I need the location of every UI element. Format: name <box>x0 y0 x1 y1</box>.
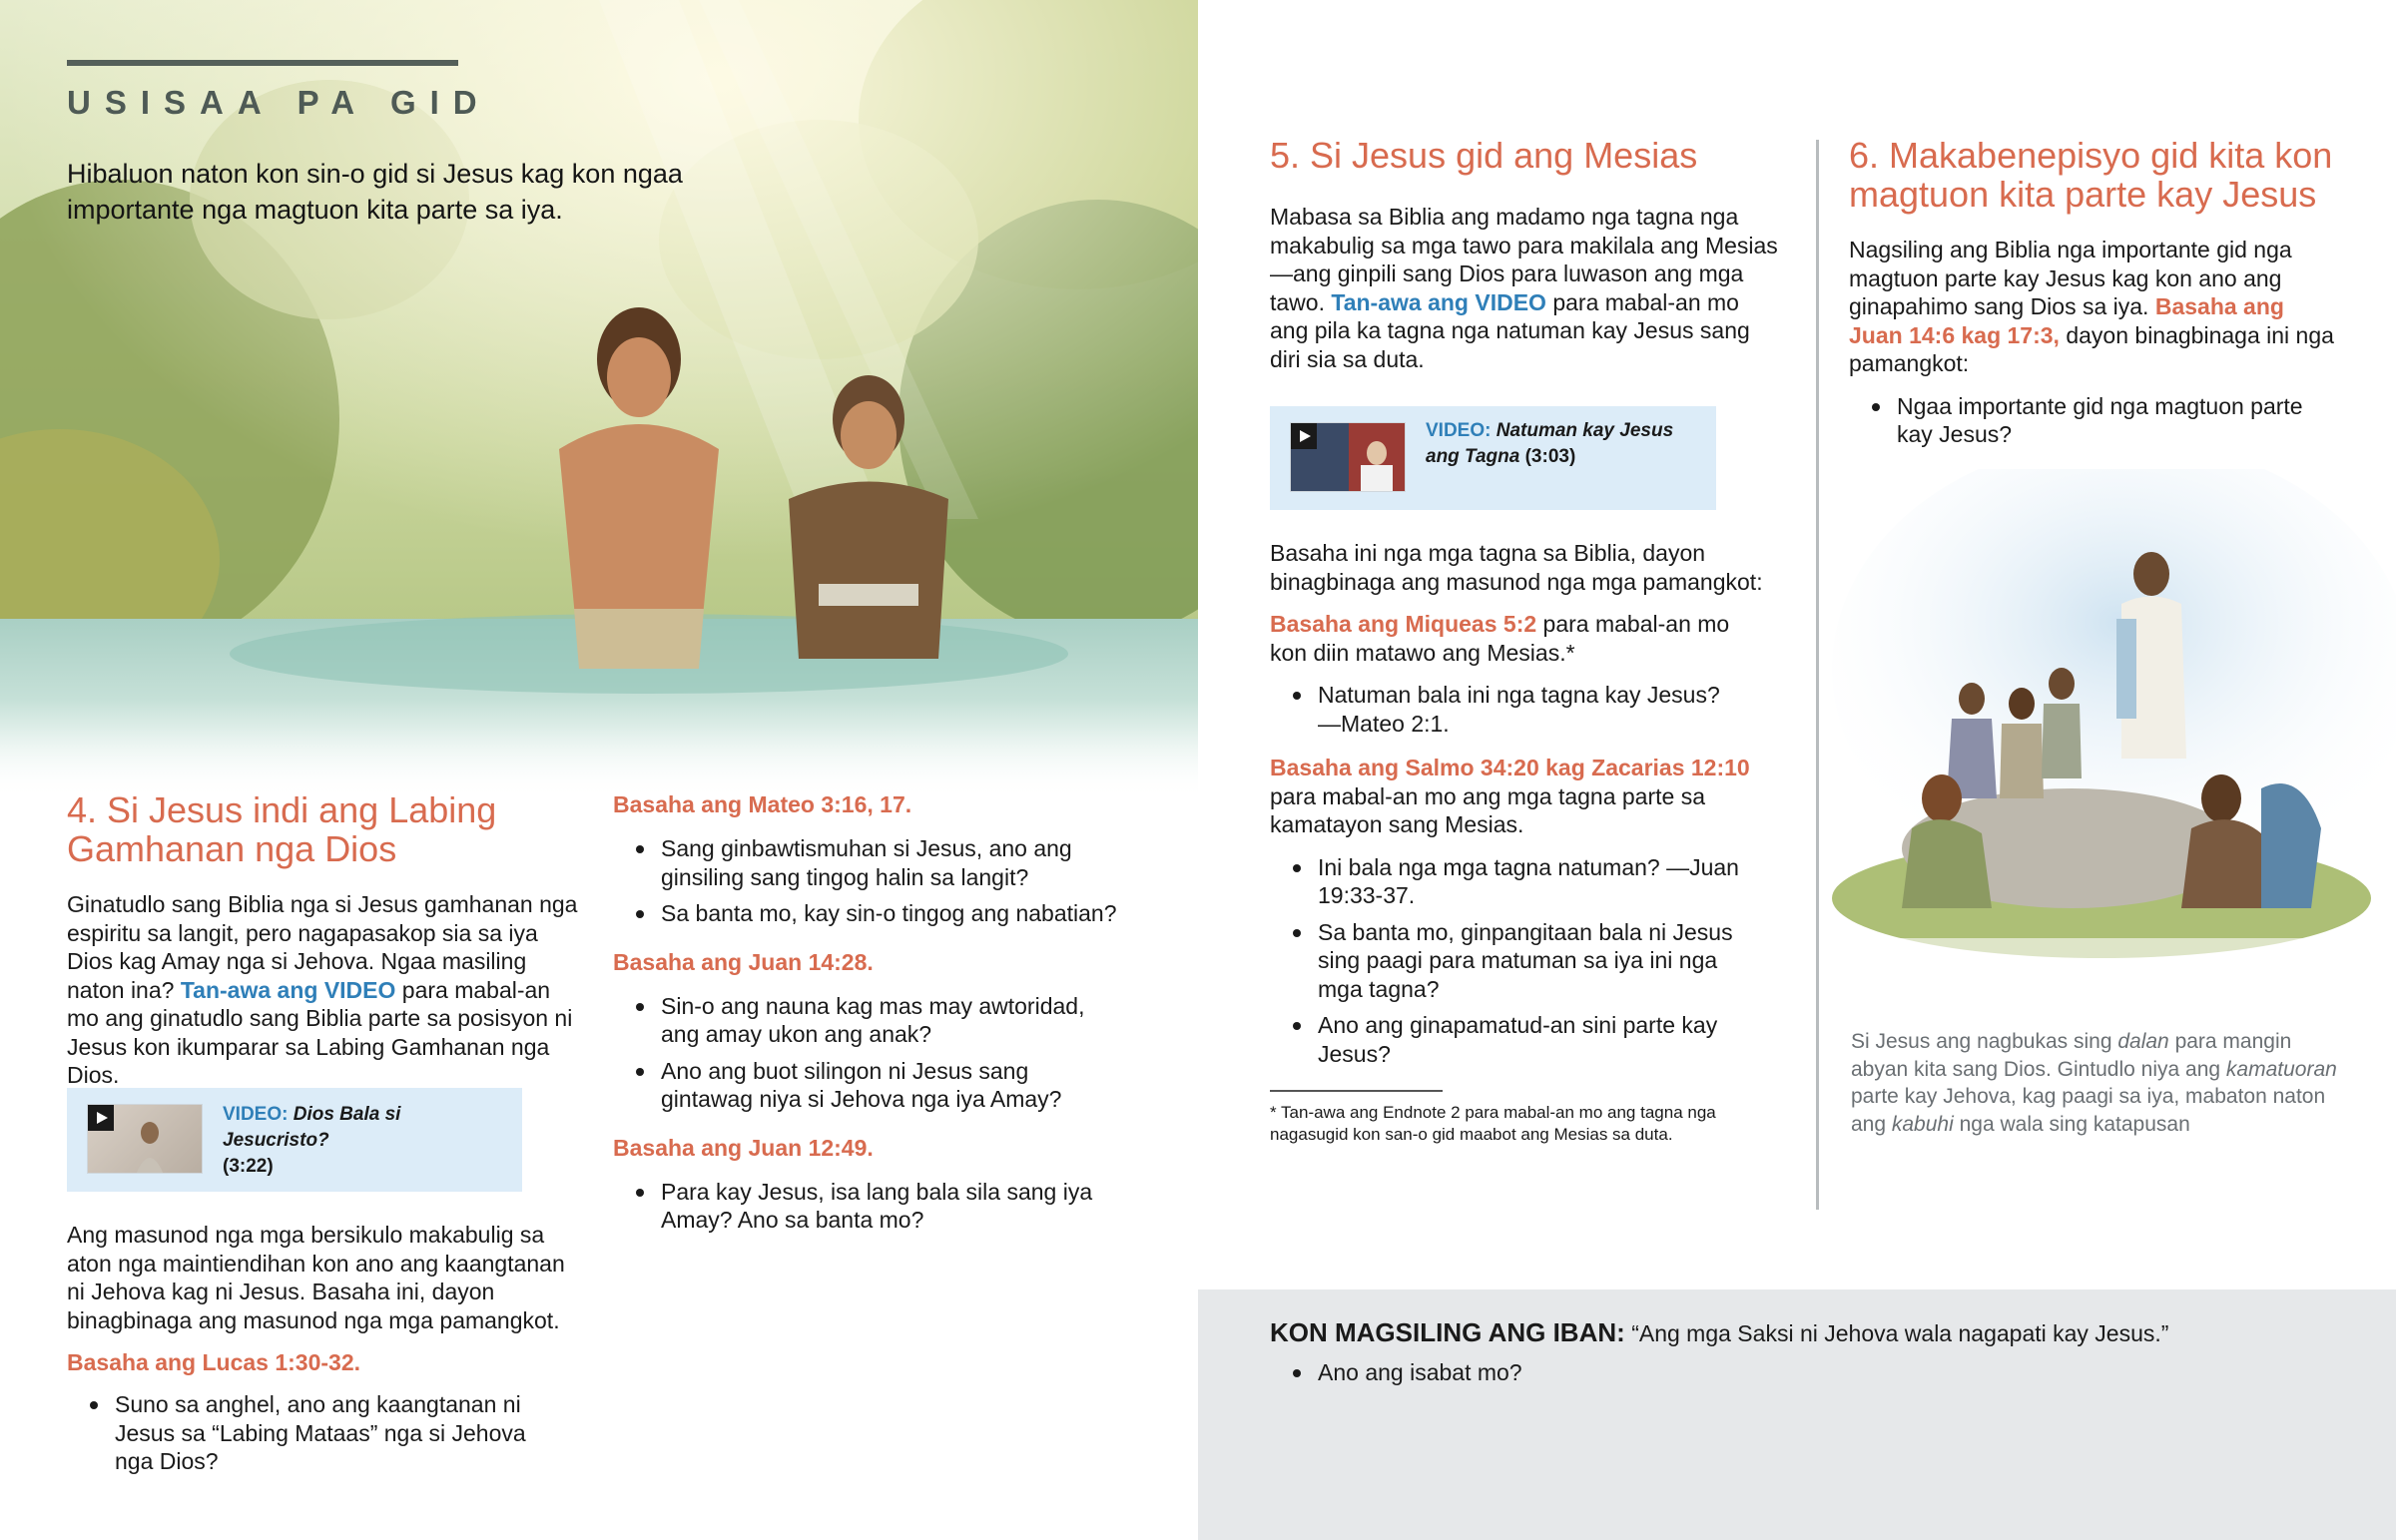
question-item: Ano ang isabat mo? <box>1270 1358 2168 1387</box>
kicker-rule <box>67 60 458 66</box>
section-6-body-text-2: dayon binagbinaga ini nga pamangkot: <box>1849 321 2334 376</box>
section-5-body-text-2: para mabal-an mo ang pila ka tagna nga natuman kay Jesus sang diri sia sa duta. <box>1270 288 1750 372</box>
questions-lucas <box>67 1390 566 1476</box>
video-title: Dios Bala si Jesucristo? <box>223 1104 401 1151</box>
section-kicker: USISAA PA GID <box>67 84 491 121</box>
caption-dalan: dalan <box>2117 1030 2169 1053</box>
section-6 <box>1849 136 2368 457</box>
caption-text-2: para mangin abyan kita sang Dios. Gintudlo niya ang <box>1851 1030 2292 1081</box>
question-item: Ini bala nga mga tagna natuman? —Juan 19:33-37. <box>1270 853 1739 910</box>
caption-text-3: parte kay Jehova, kag paagi sa iya, mabaton naton ang <box>1851 1085 2326 1136</box>
section-5-bottom <box>1270 539 1789 1076</box>
question-item: Suno sa anghel, ano ang kaangtanan ni Jesus sa “Labing Mataas” nga si Jehova nga Dios? <box>67 1390 566 1476</box>
objection-label: KON MAGSILING ANG IBAN: <box>1270 1317 1625 1347</box>
questions-salmo <box>1270 853 1739 1069</box>
section-4-heading-line1: 4. Si Jesus indi ang Labing <box>67 789 497 830</box>
section-5 <box>1270 136 1789 373</box>
section-4-column-b <box>613 790 1172 1243</box>
ref-juan-14-17[interactable]: Basaha ang Juan 14:6 kag 17:3, <box>1849 293 2284 348</box>
miqueas-text: para mabal-an mo kon diin matawo ang Mesias.* <box>1270 611 1730 666</box>
questions-juan-14 <box>613 992 1092 1114</box>
section-6-heading <box>1849 136 2368 214</box>
section-4-body-text-2: para mabal-an mo ang ginatudlo sang Biblia parte sa posisyon ni Jesus kon ikumparar sa Labing Gamhanan nga Dios. <box>67 976 573 1088</box>
question-item: Sang ginbawtismuhan si Jesus, ano ang ginsiling sang tingog halin sa langit? <box>613 834 1132 891</box>
section-4-body <box>67 890 586 1090</box>
salmo-text: para mabal-an mo ang mga tagna parte sa kamatayon sang Mesias. <box>1270 782 1705 837</box>
salmo-paragraph <box>1270 754 1769 839</box>
footnote-rule <box>1270 1090 1443 1092</box>
question-item: Para kay Jesus, isa lang bala sila sang iya Amay? Ano sa banta mo? <box>613 1178 1112 1235</box>
section-5-body <box>1270 203 1779 373</box>
intro-text: Hibaluon naton kon sin-o gid si Jesus kag kon ngaa importante nga magtuon kita parte sa iya. <box>67 159 683 225</box>
section-4-heading <box>67 790 586 868</box>
caption-kabuhi: kabuhi <box>1891 1112 1954 1136</box>
caption-text-1: Si Jesus ang nagbukas sing <box>1851 1030 2118 1053</box>
section-4-video-box[interactable] <box>67 1088 522 1192</box>
question-item: Sa banta mo, ginpangitaan bala ni Jesus sing paagi para matuman sa iya ini nga mga tagna? <box>1270 918 1739 1004</box>
ref-juan-12[interactable]: Basaha ang Juan 12:49. <box>613 1134 874 1161</box>
section-4-column-a-bottom <box>67 1221 586 1484</box>
section-6-heading-line2: magtuon kita parte kay Jesus <box>1849 174 2317 215</box>
column-divider <box>1816 140 1819 1210</box>
questions-miqueas <box>1270 681 1739 738</box>
section-6-heading-line1: 6. Makabenepisyo gid kita kon <box>1849 135 2333 176</box>
questions-juan-12 <box>613 1178 1112 1235</box>
caption-kamatuoran: kamatuoran <box>2225 1057 2337 1081</box>
ref-juan-14[interactable]: Basaha ang Juan 14:28. <box>613 948 874 975</box>
section-4-video-link[interactable]: Tan-awa ang VIDEO <box>180 976 396 1003</box>
section-5-para2: Basaha ini nga mga tagna sa Biblia, dayon binagbinaga ang masunod nga mga pamangkot: <box>1270 540 1763 595</box>
question-item: Sin-o ang nauna kag mas may awtoridad, ang amay ukon ang anak? <box>613 992 1092 1049</box>
video-title-cont: ang Tagna <box>1426 446 1520 467</box>
section-5-video-label[interactable] <box>1426 418 1695 470</box>
play-icon[interactable] <box>1291 423 1317 449</box>
ref-lucas[interactable]: Basaha ang Lucas 1:30-32. <box>67 1349 361 1375</box>
jesus-teaching-illustration <box>1822 469 2396 1008</box>
question-item: Ngaa importante gid nga magtuon parte kay Jesus? <box>1849 392 2338 449</box>
caption-text-4: nga wala sing katapusan <box>1953 1112 2190 1136</box>
question-item: Natuman bala ini nga tagna kay Jesus? —Mateo 2:1. <box>1270 681 1739 738</box>
section-6-body <box>1849 236 2338 378</box>
ref-miqueas[interactable]: Basaha ang Miqueas 5:2 <box>1270 611 1537 637</box>
ref-salmo-zacarias[interactable]: Basaha ang Salmo 34:20 kag Zacarias 12:10 <box>1270 755 1750 780</box>
section-5-video-link[interactable]: Tan-awa ang VIDEO <box>1331 288 1546 315</box>
video-tag: VIDEO: <box>223 1104 289 1125</box>
section-4-video-label[interactable] <box>223 1102 512 1180</box>
miqueas-paragraph <box>1270 610 1749 667</box>
section-5-body-text-1: Mabasa sa Biblia ang madamo nga tagna nga makabulig sa mga tawo para makilala ang Mesias—ang ginpili sang Dios para luwason ang mga tawo. <box>1270 204 1778 315</box>
section-4-body-text-1: Ginatudlo sang Biblia nga si Jesus gamhanan nga espiritu sa langit, pero nagapasakop sia sa iya Dios kag Amay nga si Jehova. Ngaa masiling naton ina? <box>67 891 578 1003</box>
footnote: * Tan-awa ang Endnote 2 para mabal-an mo ang tagna nga nagasugid kon san-o gid maabot ang Mesias sa duta. <box>1270 1103 1716 1144</box>
section-4-heading-line2: Gamhanan nga Dios <box>67 828 397 869</box>
question-item: Sa banta mo, kay sin-o tingog ang nabatian? <box>613 899 1132 928</box>
questions-section-6 <box>1849 392 2338 449</box>
illustration-caption <box>1851 1028 2340 1138</box>
section-4-para2: Ang masunod nga mga bersikulo makabulig sa aton nga maintiendihan kon ano ang kaangtanan ni Jehova kag ni Jesus. Basaha ini, dayon binagbinaga ang masunod nga mga pamangkot. <box>67 1222 565 1333</box>
section-4-column-a <box>67 790 586 1090</box>
objection-line <box>1270 1317 2168 1395</box>
question-item: Ano ang buot silingon ni Jesus sang gintawag niya si Jehova nga iya Amay? <box>613 1057 1092 1114</box>
ref-mateo[interactable]: Basaha ang Mateo 3:16, 17. <box>613 791 912 817</box>
video-title: Natuman kay Jesus <box>1496 420 1674 441</box>
right-page <box>1198 0 2396 1540</box>
video-duration: (3:03) <box>1524 446 1576 467</box>
section-5-video-thumbnail[interactable] <box>1290 422 1406 492</box>
question-item: Ano ang ginapamatud-an sini parte kay Jesus? <box>1270 1011 1739 1068</box>
objection-questions <box>1270 1358 2168 1387</box>
play-icon[interactable] <box>88 1105 114 1131</box>
section-6-body-text-1: Nagsiling ang Biblia nga importante gid nga magtuon parte kay Jesus kag kon ano ang ginapahimo sang Dios sa iya. <box>1849 237 2292 319</box>
objection-quote: “Ang mga Saksi ni Jehova wala nagapati kay Jesus.” <box>1624 1320 2169 1346</box>
section-5-video-box[interactable] <box>1270 406 1716 510</box>
section-4-video-thumbnail[interactable] <box>87 1104 203 1174</box>
video-tag: VIDEO: <box>1426 420 1492 441</box>
questions-mateo <box>613 834 1132 928</box>
section-5-heading: 5. Si Jesus gid ang Mesias <box>1270 135 1698 176</box>
video-duration: (3:22) <box>223 1156 274 1177</box>
